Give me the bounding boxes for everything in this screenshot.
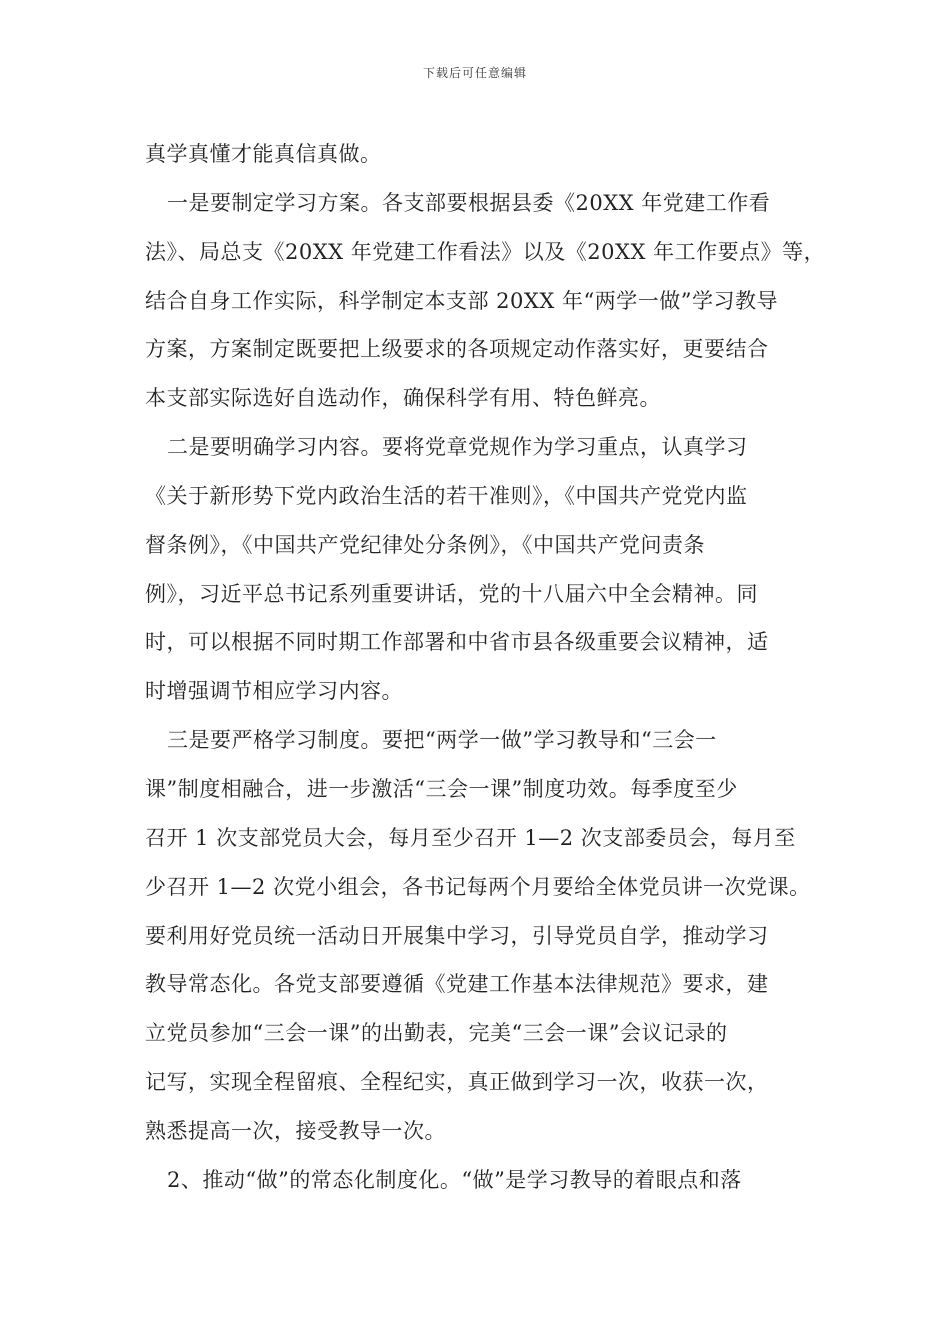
text-line: 时，可以根据不同时期工作部署和中省市县各级重要会议精神，适 [145,630,769,655]
text-line: 二是要明确学习内容。要将党章党规作为学习重点，认真学习 [167,435,748,460]
text-line: 时增强调节相应学习内容。 [145,679,403,704]
text-line: 要利用好党员统一活动日开展集中学习，引导党员自学，推动学习 [145,923,769,948]
text-line: 2、推动“做”的常态化制度化。“做”是学习教导的着眼点和落 [167,1167,742,1192]
text-line: 例》，习近平总书记系列重要讲话，党的十八届六中全会精神。同 [145,581,758,606]
text-line: 结合自身工作实际，科学制定本支部 20XX 年“两学一做”学习教导 [145,288,778,313]
text-line: 记写，实现全程留痕、全程纪实，真正做到学习一次，收获一次， [145,1070,769,1095]
document-body [145,130,826,1205]
text-line: 熟悉提高一次，接受教导一次。 [145,1118,446,1143]
text-line: 本支部实际选好自选动作，确保科学有用、特色鲜亮。 [145,386,661,411]
text-line: 法》、局总支《20XX 年党建工作看法》以及《20XX 年工作要点》等， [145,239,826,264]
text-line: 召开 1 次支部党员大会，每月至少召开 1—2 次支部委员会，每月至 [145,825,796,850]
text-line: 三是要严格学习制度。要把“两学一做”学习教导和“三会一 [167,728,717,753]
text-line: 少召开 1—2 次党小组会，各书记每两个月要给全体党员讲一次党课。 [145,874,811,899]
text-line: 《关于新形势下党内政治生活的若干准则》，《中国共产党党内监 [145,483,748,508]
text-line: 一是要制定学习方案。各支部要根据县委《20XX 年党建工作看 [167,190,771,215]
text-line: 督条例》，《中国共产党纪律处分条例》，《中国共产党问责条 [145,532,705,557]
text-line: 课”制度相融合，进一步激活“三会一课”制度功效。每季度至少 [145,776,738,801]
page-header: 下载后可任意编辑 [422,66,527,80]
text-line: 教导常态化。各党支部要遵循《党建工作基本法律规范》要求，建 [145,972,769,997]
text-line: 方案，方案制定既要把上级要求的各项规定动作落实好，更要结合 [145,337,769,362]
text-line: 真学真懂才能真信真做。 [145,142,382,166]
text-line: 立党员参加“三会一课”的出勤表，完美“三会一课”会议记录的 [145,1021,728,1046]
